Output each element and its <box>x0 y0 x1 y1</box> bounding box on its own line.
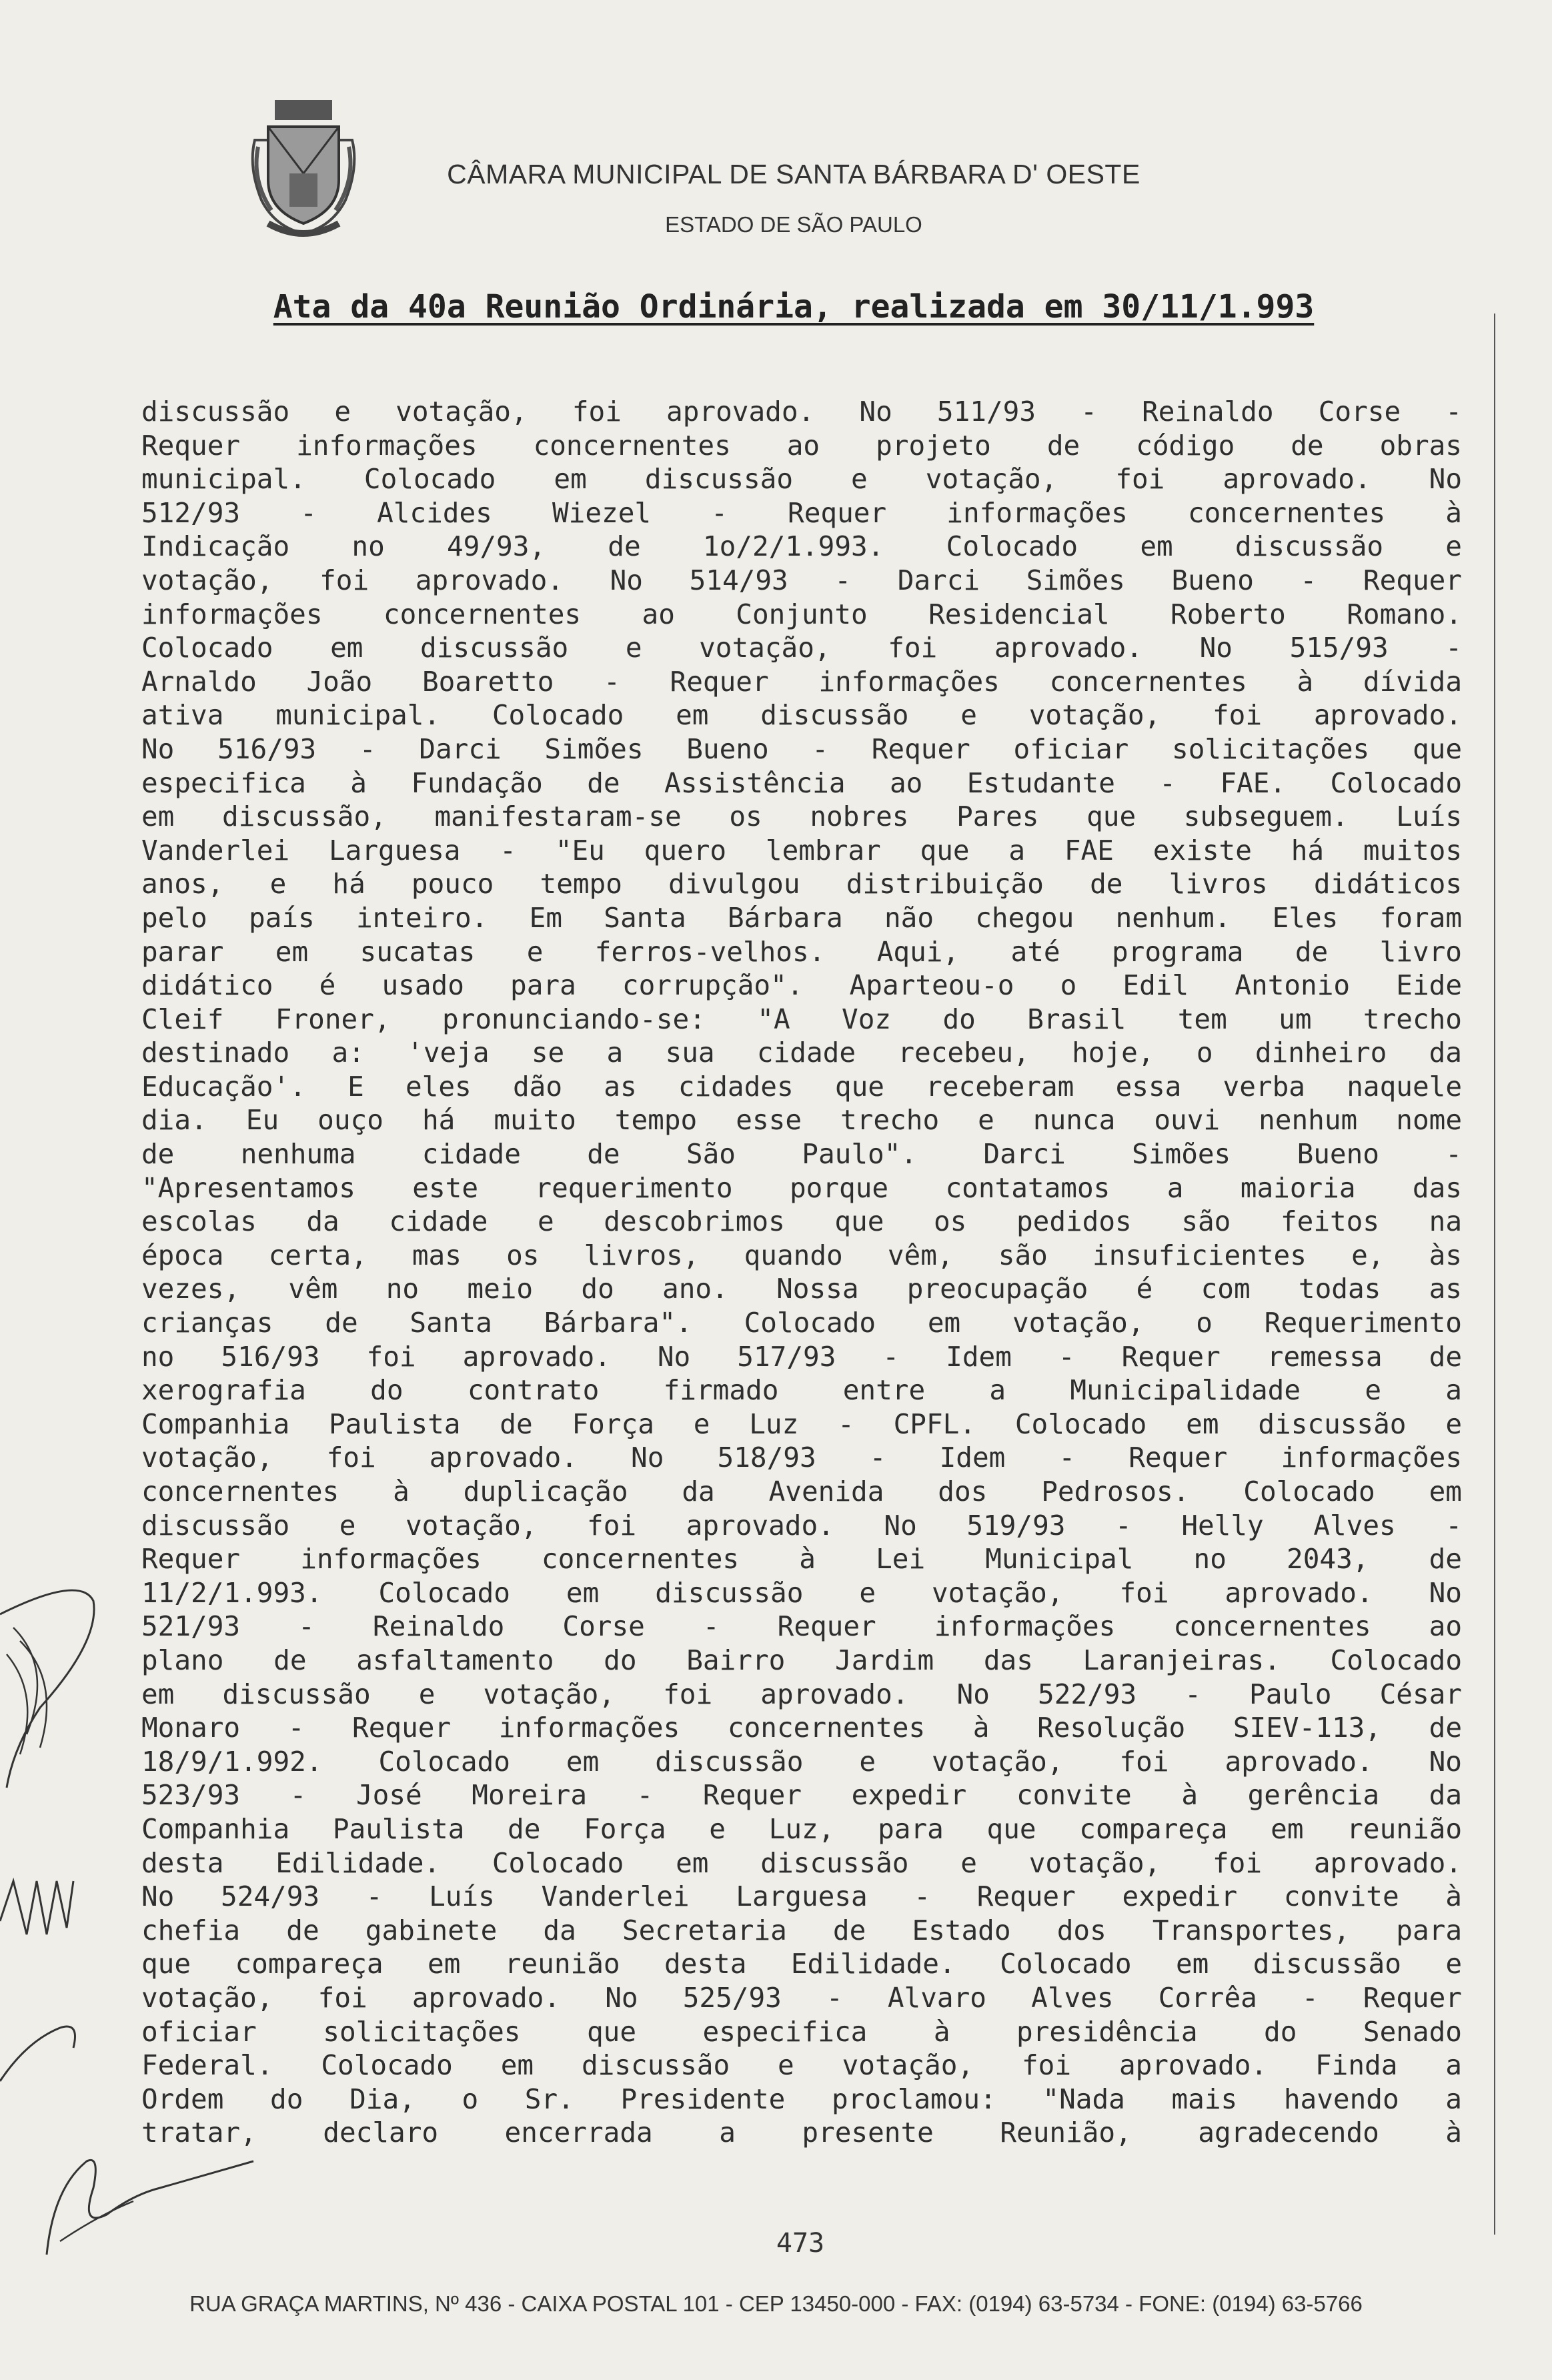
body-line: plano de asfaltamento do Bairro Jardim das Laranjeiras. Colocado <box>141 1644 1462 1676</box>
body-line: chefia de gabinete da Secretaria de Estado dos Transportes, para <box>141 1914 1462 1946</box>
body-line: votação, foi aprovado. No 518/93 - Idem - Requer informações <box>141 1441 1462 1474</box>
body-line: anos, e há pouco tempo divulgou distribuição de livros didáticos <box>141 868 1462 901</box>
body-line: em discussão, manifestaram-se os nobres Pares que subseguem. Luís <box>141 800 1462 833</box>
body-line: Arnaldo João Boaretto - Requer informações concernentes à dívida <box>141 665 1462 698</box>
body-line: No 516/93 - Darci Simões Bueno - Requer oficiar solicitações que <box>141 732 1462 765</box>
body-line: 11/2/1.993. Colocado em discussão e votação, foi aprovado. No <box>141 1576 1462 1609</box>
body-line: Educação'. E eles dão as cidades que receberam essa verba naquele <box>141 1070 1462 1103</box>
body-line: municipal. Colocado em discussão e votação, foi aprovado. No <box>141 463 1462 496</box>
body-line: No 524/93 - Luís Vanderlei Larguesa - Requer expedir convite à <box>141 1880 1462 1913</box>
body-line: Colocado em discussão e votação, foi aprovado. No 515/93 - <box>141 632 1462 664</box>
body-line: de nenhuma cidade de São Paulo". Darci Simões Bueno - <box>141 1138 1462 1171</box>
handwritten-signatures <box>0 1534 280 2268</box>
page-number: 473 <box>776 2228 825 2259</box>
body-line: tratar, declaro encerrada a presente Reunião, agradecendo à <box>141 2117 1462 2149</box>
body-line: escolas da cidade e descobrimos que os pedidos são feitos na <box>141 1205 1462 1238</box>
body-line: Indicação no 49/93, de 1o/2/1.993. Colocado em discussão e <box>141 530 1462 563</box>
body-line: vezes, vêm no meio do ano. Nossa preocupação é com todas as <box>141 1273 1462 1305</box>
body-line: discussão e votação, foi aprovado. No 519/93 - Helly Alves - <box>141 1509 1462 1542</box>
body-line: em discussão e votação, foi aprovado. No 522/93 - Paulo César <box>141 1678 1462 1710</box>
body-line: votação, foi aprovado. No 525/93 - Alvaro Alves Corrêa - Requer <box>141 1981 1462 2014</box>
body-line: Monaro - Requer informações concernentes à Resolução SIEV-113, de <box>141 1712 1462 1744</box>
body-line: Vanderlei Larguesa - "Eu quero lembrar que a FAE existe há muitos <box>141 834 1462 866</box>
body-line: Cleif Froner, pronunciando-se: "A Voz do Brasil tem um trecho <box>141 1003 1462 1035</box>
body-line: que compareça em reunião desta Edilidade. Colocado em discussão e <box>141 1948 1462 1980</box>
body-line: destinado a: 'veja se a sua cidade recebeu, hoje, o dinheiro da <box>141 1037 1462 1069</box>
body-line: informações concernentes ao Conjunto Residencial Roberto Romano. <box>141 598 1462 630</box>
body-line: dia. Eu ouço há muito tempo esse trecho e nunca ouvi nenhum nome <box>141 1104 1462 1137</box>
body-line: ativa municipal. Colocado em discussão e votação, foi aprovado. <box>141 699 1462 732</box>
minutes-title: Ata da 40a Reunião Ordinária, realizada em 30/11/1.993 <box>273 288 1315 326</box>
body-line: Requer informações concernentes à Lei Municipal no 2043, de <box>141 1543 1462 1576</box>
body-line: 18/9/1.992. Colocado em discussão e votação, foi aprovado. No <box>141 1745 1462 1778</box>
body-line: xerografia do contrato firmado entre a Municipalidade e a <box>141 1374 1462 1407</box>
body-line: época certa, mas os livros, quando vêm, são insuficientes e, às <box>141 1239 1462 1271</box>
body-line: no 516/93 foi aprovado. No 517/93 - Idem - Requer remessa de <box>141 1340 1462 1373</box>
body-line: discussão e votação, foi aprovado. No 511/93 - Reinaldo Corse - <box>141 396 1462 428</box>
margin-rule <box>1494 314 1495 2235</box>
coat-of-arms-icon <box>248 100 359 237</box>
address-footer: RUA GRAÇA MARTINS, Nº 436 - CAIXA POSTAL 101 - CEP 13450-000 - FAX: (0194) 63-5734 - FONE: (0194) 63-5766 <box>189 2291 1363 2316</box>
body-line: Requer informações concernentes ao projeto de código de obras <box>141 429 1462 462</box>
body-line: 523/93 - José Moreira - Requer expedir convite à gerência da <box>141 1779 1462 1812</box>
state-name: ESTADO DE SÃO PAULO <box>665 212 922 237</box>
minutes-body <box>141 395 1462 2150</box>
body-line: desta Edilidade. Colocado em discussão e votação, foi aprovado. <box>141 1846 1462 1879</box>
body-line: concernentes à duplicação da Avenida dos Pedrosos. Colocado em <box>141 1475 1462 1508</box>
body-line: crianças de Santa Bárbara". Colocado em votação, o Requerimento <box>141 1307 1462 1339</box>
body-line: 512/93 - Alcides Wiezel - Requer informações concernentes à <box>141 496 1462 529</box>
body-line: Companhia Paulista de Força e Luz - CPFL. Colocado em discussão e <box>141 1407 1462 1440</box>
body-line: Companhia Paulista de Força e Luz, para que compareça em reunião <box>141 1812 1462 1845</box>
body-line: pelo país inteiro. Em Santa Bárbara não chegou nenhum. Eles foram <box>141 901 1462 934</box>
body-line: parar em sucatas e ferros-velhos. Aqui, até programa de livro <box>141 935 1462 968</box>
institution-name: CÂMARA MUNICIPAL DE SANTA BÁRBARA D' OESTE <box>447 159 1140 189</box>
body-line: didático é usado para corrupção". Aparteou-o o Edil Antonio Eide <box>141 969 1462 1002</box>
body-line: Ordem do Dia, o Sr. Presidente proclamou: "Nada mais havendo a <box>141 2082 1462 2115</box>
body-line: oficiar solicitações que especifica à presidência do Senado <box>141 2015 1462 2048</box>
body-line: "Apresentamos este requerimento porque contatamos a maioria das <box>141 1171 1462 1204</box>
body-line: 521/93 - Reinaldo Corse - Requer informações concernentes ao <box>141 1610 1462 1643</box>
body-line: Federal. Colocado em discussão e votação, foi aprovado. Finda a <box>141 2049 1462 2082</box>
body-line: especifica à Fundação de Assistência ao Estudante - FAE. Colocado <box>141 766 1462 799</box>
body-line: votação, foi aprovado. No 514/93 - Darci Simões Bueno - Requer <box>141 564 1462 596</box>
